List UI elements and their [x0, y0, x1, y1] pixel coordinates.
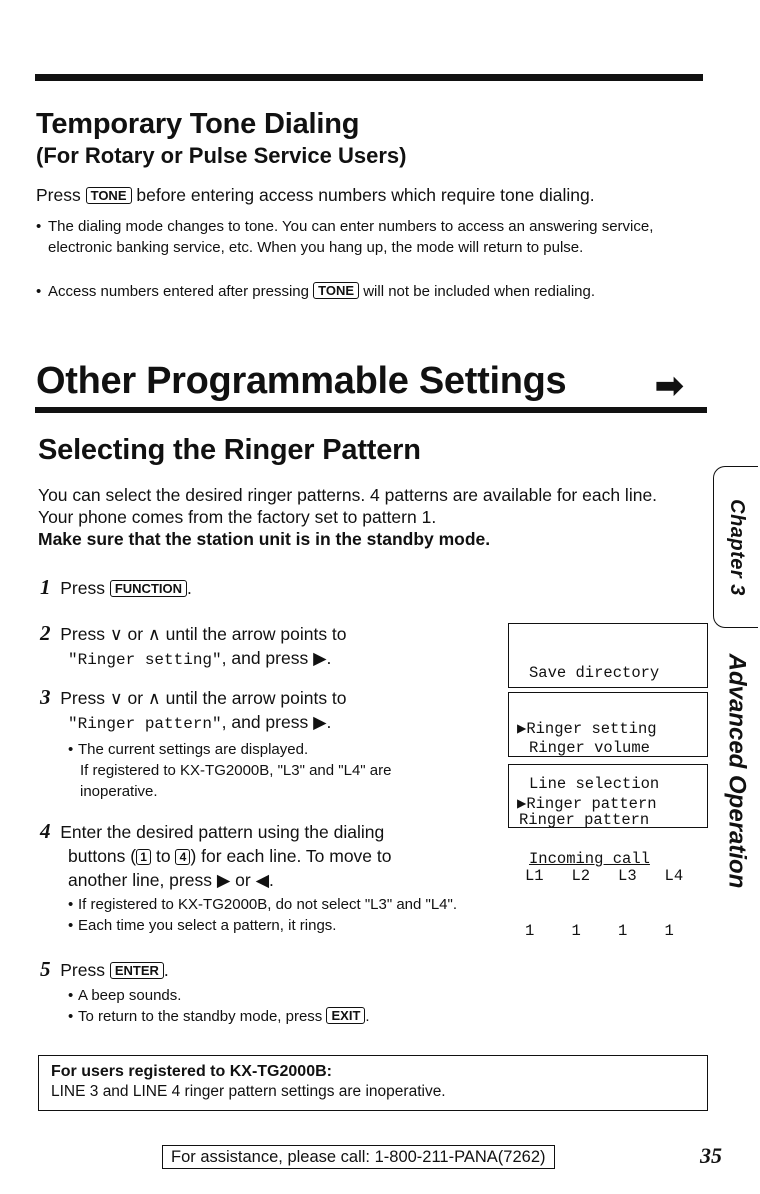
tone-lead-post: before entering access numbers which require tone dialing.	[136, 185, 595, 205]
step-5-bullet-1: A beep sounds.	[78, 987, 182, 1004]
step-3-line1: Press ∨ or ∧ until the arrow points to	[60, 688, 347, 708]
step-1-pre: Press	[60, 578, 105, 598]
step-3-mono: "Ringer pattern"	[68, 715, 222, 733]
note-title: For users registered to KX-TG2000B:	[51, 1063, 332, 1080]
step-3-bullet-1: The current settings are displayed.	[78, 741, 309, 758]
continue-arrow-icon: ➡	[655, 367, 684, 405]
step-2-number: 2	[40, 621, 51, 645]
ringer-intro	[38, 484, 678, 550]
lcd-1-line-1: Save directory	[529, 664, 660, 682]
ringer-intro-bold: Make sure that the station unit is in the standby mode.	[38, 529, 491, 549]
step-5-pre: Press	[60, 960, 105, 980]
step-2-line1: Press ∨ or ∧ until the arrow points to	[60, 624, 347, 644]
exit-key: EXIT	[326, 1007, 365, 1024]
dial-key-1: 1	[136, 849, 151, 865]
step-1-post: .	[187, 578, 192, 598]
step-4-bullet-2: Each time you select a pattern, it rings.	[78, 917, 337, 934]
step-3: 3 Press ∨ or ∧ until the arrow points to "Ringer pattern", and press ▶. • The current settings are displayed. If registered to KX-TG2000B, "L3" and "L4" are inoperative.	[40, 686, 480, 802]
tone-bullet-1: • The dialing mode changes to tone. You can enter numbers to access an answering service, electronic banking service, etc. When you hang up, the mode will return to pulse.	[36, 218, 654, 256]
step-4-line2-post: ) for each line. To move to	[190, 846, 392, 866]
step-4-bullet-1: If registered to KX-TG2000B, do not select "L3" and "L4".	[78, 896, 458, 913]
step-5-number: 5	[40, 957, 51, 981]
step-5-bullet-2-pre: To return to the standby mode, press	[78, 1008, 323, 1025]
lcd-1-line-2: ▶Ringer setting	[517, 719, 657, 738]
section-side-label	[716, 646, 756, 896]
note-body: LINE 3 and LINE 4 ringer pattern settings are inoperative.	[51, 1083, 446, 1100]
note-box	[38, 1055, 708, 1111]
function-key: FUNCTION	[110, 580, 187, 597]
assistance-footer: For assistance, please call: 1-800-211-PANA(7262)	[162, 1145, 555, 1169]
tone-lead-pre: Press	[36, 185, 81, 205]
step-4-bullets: • If registered to KX-TG2000B, do not select "L3" and "L4". • Each time you select a pattern, it rings.	[68, 896, 458, 934]
page-number: 35	[700, 1143, 722, 1168]
lcd-2-line-1: Ringer volume	[529, 739, 650, 757]
step-5	[40, 958, 169, 981]
tone-bullet-2: • Access numbers entered after pressing TONE will not be included when redialing.	[36, 283, 596, 300]
step-1-number: 1	[40, 575, 51, 599]
enter-key: ENTER	[110, 962, 164, 979]
tone-section-title: Temporary Tone Dialing	[36, 108, 360, 140]
step-3-post: , and press ▶.	[221, 712, 332, 732]
step-4-line1: Enter the desired pattern using the dialing	[60, 822, 385, 842]
lcd-2-line-2: ▶Ringer pattern	[517, 794, 657, 813]
section-side-label-text: Advanced Operation	[723, 653, 750, 889]
section-rule	[35, 407, 707, 413]
step-4	[40, 820, 500, 891]
tone-key: TONE	[86, 187, 132, 204]
settings-section-title: Other Programmable Settings	[36, 360, 567, 402]
tone-section-subtitle: (For Rotary or Pulse Service Users)	[36, 143, 407, 168]
lcd-3-line-2: L1 L2 L3 L4	[525, 866, 684, 885]
tone-key-2: TONE	[313, 282, 359, 299]
step-4-number: 4	[40, 819, 51, 843]
lcd-2-line-3: Incoming call	[529, 850, 650, 868]
step-2	[40, 622, 480, 671]
dial-key-4: 4	[175, 849, 190, 865]
step-5-post: .	[163, 960, 169, 980]
step-5-bullets: • A beep sounds. • To return to the standby mode, press EXIT .	[68, 987, 370, 1025]
step-1	[40, 576, 192, 599]
tone-bullet-1-text: The dialing mode changes to tone. You can enter numbers to access an answering service, electronic banking service, etc. When you hang up, the mode will return to pulse.	[48, 218, 654, 256]
chapter-tab-label: Chapter 3	[725, 498, 748, 596]
chapter-tab	[713, 466, 758, 628]
tone-lead	[36, 184, 706, 206]
step-4-line2-mid: to	[155, 846, 171, 866]
top-rule	[35, 74, 703, 81]
tone-bullet-2-post: will not be included when redialing.	[363, 283, 596, 300]
step-3-bullet-2: If registered to KX-TG2000B, "L3" and "L4" are inoperative.	[80, 762, 392, 800]
ringer-section-title: Selecting the Ringer Pattern	[38, 434, 421, 466]
step-3-number: 3	[40, 685, 51, 709]
tone-bullet-2-pre: Access numbers entered after pressing	[48, 283, 309, 300]
lcd-3-line-3: 1 1 1 1	[525, 922, 674, 940]
lcd-3-line-1: Ringer pattern	[519, 811, 650, 829]
step-5-bullet-2-post: .	[365, 1008, 370, 1025]
step-2-post: , and press ▶.	[221, 648, 332, 668]
ringer-intro-text: You can select the desired ringer patterns. 4 patterns are available for each line. Your phone comes from the factory set to pattern 1.	[38, 485, 658, 527]
step-4-line2-pre: buttons (	[68, 846, 137, 866]
lcd-1-line-3: Line selection	[529, 775, 660, 793]
step-4-line3: another line, press ▶ or ◀.	[68, 870, 274, 890]
step-2-mono: "Ringer setting"	[68, 651, 222, 669]
